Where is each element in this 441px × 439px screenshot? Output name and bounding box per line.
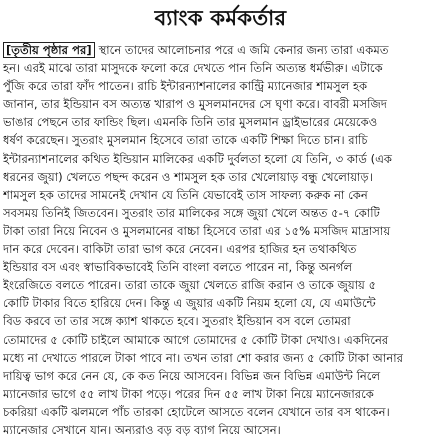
- article-line: সবসময় তিনিই জিতবেন। সুতরাং তার মালিকের সঙ্গে জুয়া খেলে অন্তত ৫-৭ কোটি: [3, 205, 380, 220]
- article-line: [3, 41, 437, 59]
- article-line: জানান, তার ইন্ডিয়ান বস অত্যন্ত খারাপ ও মুসলমানদের সে ঘৃণা করে। বাবরী মসজিদ: [3, 97, 387, 112]
- article-line: দায়িত্ব ভাগ করে নেন যে, কে কত নিয়ে আসবেন। বিভিন্ন জন বিভিন্ন এমাউন্ট নিলে: [3, 368, 381, 383]
- article-line: ধরনের জুয়া) খেলতে পছন্দ করেন ও শামসুল হক তার খেলোয়াড় বন্ধু খেলোয়াড়।: [3, 169, 373, 184]
- continuation-label: [তৃতীয় পৃষ্ঠার পর]: [3, 42, 95, 58]
- article-line: চকরিয়া একটি ঝলমলে পাঁচ তারকা হোটেলে আসতে বলেন যেখানে তার বস থাকেন।: [3, 404, 390, 419]
- article-line-text: স্থানে তাদের আলোচনার পরে এ জমি কেনার জন্য তারা একমত: [98, 43, 389, 57]
- article-line: ম্যানেজার সেখানে যান। অন্যরাও বড় বড় ব্যাগ নিয়ে আসেন।: [3, 422, 281, 437]
- article-line: দান করে দেবেন। বাকিটা তারা ভাগ করে নেবেন। এরপর হাজির হন তথাকথিত: [3, 242, 357, 257]
- article-line: বিড করবে তা তার সঙ্গে ক্যাশ থাকতে হবে। সুতরাং ইন্ডিয়ান বস বলে তোমরা: [3, 314, 351, 329]
- article-line: ভাঙার পেছনে তার ফান্ডিং ছিল। এমনকি তিনি তার মুসলমান ড্রাইভারের মেয়েকেও: [3, 115, 378, 130]
- article-line: কোটি টাকার বিতে হারিয়ে দেন। কিন্তু এ জুয়ার একটি নিয়ম হলো যে, যে এমাউন্টে: [3, 296, 376, 311]
- article-line: ইন্টারন্যাশনালের কথিত ইন্ডিয়ান মালিকের একটি দুর্বলতা হলো যে তিনি, ৩ কার্ড (এক: [3, 151, 393, 166]
- headline: ব্যাংক কর্মকর্তার: [154, 6, 287, 30]
- article-line: তোমাদের ৫ কোটি চাইলে আমাকে আগে তোমাদের ৫ কোটি টাকা দেখাও। একদিনের: [3, 332, 389, 347]
- article-line: ইংরেজিতে বলতে পারেন। তারা তাকে জুয়া খেলতে রাজি করান ও তাকে জুয়ায় ৫: [3, 278, 377, 293]
- article-body: [3, 41, 437, 439]
- article-line: মধ্যে না দেখাতে পারলে টাকা পাবে না। তখন তারা শো করার জন্য ৫ কোটি টাকা আনার: [3, 350, 403, 365]
- article-line: ধর্ষণ করেছেন। সুতরাং মুসলমান হিসেবে তারা তাকে একটি শিক্ষা দিতে চান। রাচি: [3, 133, 368, 148]
- article-line: পুঁজি করে তারা ফাঁদ পাতেন। রাচি ইন্টারন্যাশনালের কান্ট্রি ম্যানেজার শামসুল হক: [3, 79, 368, 94]
- article-line: হন। এরই মাঝে তারা মাসুদকে ফলো করে দেখতে পান তিনি অত্যন্ত ধর্মভীরু। এটাকে: [3, 61, 383, 76]
- article-line: ম্যানেজার ভাগে ৫৫ লাখ টাকা পড়ে। পরের দিন ৫৫ লাখ টাকা নিয়ে ম্যানেজারকে: [3, 386, 374, 401]
- article-line: ইন্ডিয়ার বস এবং স্বাভাবিকভাবেই তিনি বাংলা বলতে পারেন না, কিন্তু অনর্গল: [3, 260, 353, 275]
- article-line: টাকা তারা নিয়ে নিবেন ও মুসলমানের বাচ্চা হিসেবে তারা এর ১৫% মসজিদ মাদ্রাসায়: [3, 223, 391, 238]
- article-line: শামসুল হক তাদের সামনেই দেখান যে তিনি যেভাবেই তাস সাফল্য করুক না কেন: [3, 187, 368, 202]
